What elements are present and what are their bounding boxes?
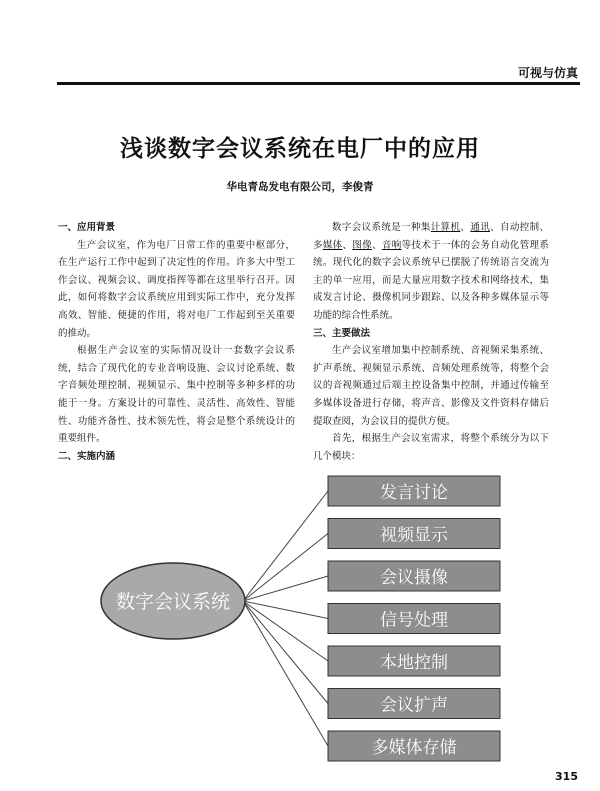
module-label: 多媒体存储	[371, 738, 457, 758]
left-column	[58, 219, 295, 465]
heading-approach: 三、主要做法	[313, 327, 371, 339]
link-image[interactable]: 图像	[352, 239, 373, 251]
author-line: 华电青岛发电有限公司，李俊青	[226, 181, 374, 193]
section-label: 可视与仿真	[517, 66, 578, 80]
connector-line	[243, 491, 328, 601]
diagram-edges	[243, 491, 328, 746]
link-computer[interactable]: 计算机	[430, 222, 461, 233]
connector-line	[243, 534, 328, 602]
connector-line	[243, 576, 328, 601]
connector-line	[243, 601, 328, 746]
module-label: 本地控制	[380, 653, 448, 673]
center-label: 数字会议系统	[115, 591, 231, 613]
paragraph-approach-1: 生产会议室增加集中控制系统、音视频采集系统、扩声系统、视频显示系统、音频处理系统等，将整个会议的音视频通过后端主控设备集中控制，并通过传输至多媒体设备进行存储，将声音、影像及文件资料存储后提取查阅，为会议目的提供方便。	[313, 345, 549, 427]
heading-implementation: 二、实施内涵	[58, 450, 116, 462]
module-list	[328, 476, 500, 761]
text-span: 数字会议系统是一种集	[332, 222, 431, 233]
paragraph-approach-2: 首先，根据生产会议室需求，将整个系统分为以下几个模块：	[313, 433, 549, 462]
module-label: 发言讨论	[380, 483, 448, 503]
text-span: 、	[372, 239, 382, 251]
link-media[interactable]: 媒体	[322, 239, 343, 251]
text-span: 、	[342, 239, 353, 251]
module-label: 信号处理	[380, 610, 448, 631]
header-rule	[57, 82, 580, 85]
right-column	[313, 219, 549, 465]
link-communication[interactable]: 通讯	[470, 222, 491, 233]
page-number: 315	[555, 770, 578, 783]
text-span: 等技术于一体的会务自动化管理系统。现代化的数字会议系统早已摆脱了传统语言交流为主的单一应用，而是大量应用数字技术和网络技术，集成发言讨论、摄像机同步跟踪、以及各种多媒体显示等功能的综合性系统。	[313, 239, 549, 321]
link-audio[interactable]: 音响	[381, 239, 402, 251]
paragraph-background-1: 生产会议室，作为电厂日常工作的重要中枢部分，在生产运行工作中起到了决定性的作用。许多大中型工作会议、视频会议、调度指挥等都在这里举行召开。因此，如何将数字会议系统应用到实际工作中，充分发挥高效、智能、便捷的作用，将对电厂工作起到至关重要的推动。	[58, 239, 295, 339]
text-span: 、	[460, 222, 471, 233]
module-label: 视频显示	[380, 525, 448, 546]
system-diagram	[95, 470, 515, 765]
article-title: 浅谈数字会议系统在电厂中的应用	[120, 136, 480, 162]
module-label: 会议扩声	[380, 695, 448, 716]
paragraph-background-2: 根据生产会议室的实际情况设计一套数字会议系统，结合了现代化的专业音响设施、会议讨论系统、数字音频处理控制、视频显示、集中控制等多种多样的功能于一身。方案设计的可靠性、灵活性、高效性、智能性、功能齐备性、技术领先性，将会是整个系统设计的重要组件。	[58, 345, 295, 445]
paragraph-definition	[313, 219, 549, 325]
module-label: 会议摄像	[380, 568, 448, 588]
heading-background: 一、应用背景	[58, 222, 116, 233]
text-span: 、自动控制、多	[313, 222, 549, 251]
